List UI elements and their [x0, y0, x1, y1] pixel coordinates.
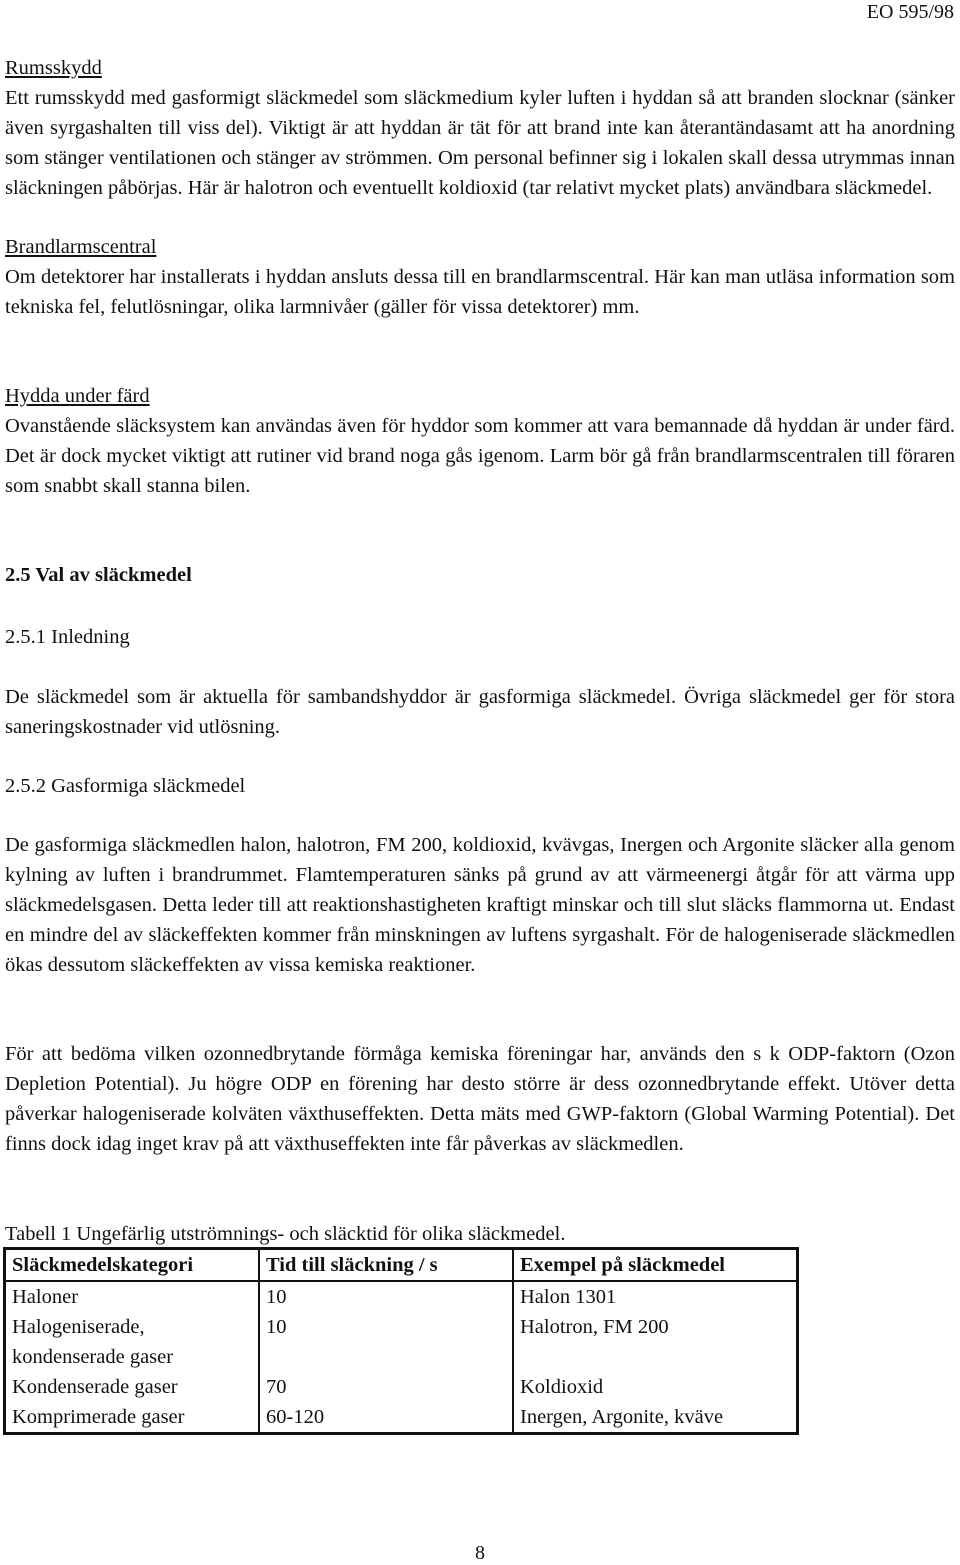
paragraph-gasformiga-2: För att bedöma vilken ozonnedbrytande förmåga kemiska föreningar har, används den s k ODP-faktorn (Ozon Depletion Potential). Ju högre ODP en förening har desto större är dess ozonnedbrytande effekt. Utöver detta påverkar halogeniserade kolväten växthuseffekten. Detta mäts med GWP-faktorn (Global Warming Potential). Det finns dock idag inget krav på att växthuseffekten inte får påverkas av släckmedlen.: [5, 1043, 955, 1155]
extinguishing-table: [3, 1247, 799, 1435]
paragraph-brandlarmscentral: Om detektorer har installerats i hyddan ansluts dessa till en brandlarmscentral. Här kan man utläsa information som tekniska fel, felutlösningar, olika larmnivåer (gäller för vissa detektorer) mm.: [5, 266, 955, 318]
table-cell-examples: Halotron, FM 200: [513, 1312, 798, 1372]
paragraph-rumsskydd: Ett rumsskydd med gasformigt släckmedel som släckmedium kyler luften i hyddan så att branden slocknar (sänker även syrgashalten till viss del). Viktigt är att hyddan är tät för att brand inte kan återantändasamt att ha anordning som stänger ventilationen och stänger av strömmen. Om personal befinner sig i lokalen skall dessa utrymmas innan släckningen påbörjas. Här är halotron och eventuellt koldioxid (tar relativt mycket plats) användbara släckmedel.: [5, 87, 955, 199]
table-row: [5, 1372, 798, 1402]
table-caption: Tabell 1 Ungefärlig utströmnings- och släcktid för olika släckmedel.: [5, 1223, 566, 1245]
table-cell-category: Halogeniserade, kondenserade gaser: [5, 1312, 260, 1372]
table-cell-time: 10: [259, 1281, 513, 1312]
page-number: 8: [475, 1542, 485, 1564]
table-cell-time: 70: [259, 1372, 513, 1402]
table-cell-time: 10: [259, 1312, 513, 1372]
section-rumsskydd: [5, 53, 955, 203]
table-header-examples: Exempel på släckmedel: [513, 1249, 798, 1282]
table-row: [5, 1312, 798, 1372]
table-cell-category: Haloner: [5, 1281, 260, 1312]
table-cell-examples: Inergen, Argonite, kväve: [513, 1402, 798, 1434]
paragraph-hydda-under-fard: Ovanstående släcksystem kan användas även för hyddor som kommer att vara bemannade då hyddan är under färd. Det är dock mycket viktigt att rutiner vid brand noga gås igenom. Larm bör gå från brandlarmscentralen till föraren som snabbt skall stanna bilen.: [5, 415, 955, 497]
table-cell-time: 60-120: [259, 1402, 513, 1434]
table-row: [5, 1402, 798, 1434]
table-row: [5, 1281, 798, 1312]
table-header-category: Släckmedelskategori: [5, 1249, 260, 1282]
table-cell-examples: Koldioxid: [513, 1372, 798, 1402]
table-header-time: Tid till släckning / s: [259, 1249, 513, 1282]
heading-inledning: 2.5.1 Inledning: [5, 626, 130, 648]
paragraph-gasformiga-1: De gasformiga släckmedlen halon, halotron, FM 200, koldioxid, kvävgas, Inergen och Argonite släcker alla genom kylning av luften i brandrummet. Flamtemperaturen sänks på grund av att värmeenergi åtgår för att värma upp släckmedelsgasen. Detta leder till att reaktionshastigheten kraftigt minskar och till slut släcks flammorna ut. Endast en mindre del av släckeffekten kommer från minskningen av luftens syrgashalt. För de halogeniserade släckmedlen ökas dessutom släckeffekten av vissa kemiska reaktioner.: [5, 834, 955, 976]
table-cell-category: Komprimerade gaser: [5, 1402, 260, 1434]
section-gasformiga-1: [5, 830, 955, 980]
heading-brandlarmscentral: Brandlarmscentral: [5, 236, 157, 258]
table-header-row: [5, 1249, 798, 1282]
heading-gasformiga-slackmedel: 2.5.2 Gasformiga släckmedel: [5, 775, 246, 797]
document-reference: EO 595/98: [866, 1, 954, 23]
table-cell-examples: Halon 1301: [513, 1281, 798, 1312]
section-hydda-under-fard: [5, 381, 955, 501]
section-gasformiga-2: [5, 1039, 955, 1159]
heading-val-av-slackmedel: 2.5 Val av släckmedel: [5, 564, 192, 586]
heading-hydda-under-fard: Hydda under färd: [5, 385, 150, 407]
section-inledning: [5, 682, 955, 742]
section-brandlarmscentral: [5, 232, 955, 322]
table-cell-category: Kondenserade gaser: [5, 1372, 260, 1402]
paragraph-inledning: De släckmedel som är aktuella för sambandshyddor är gasformiga släckmedel. Övriga släckmedel ger för stora saneringskostnader vid utlösning.: [5, 686, 955, 738]
heading-rumsskydd: Rumsskydd: [5, 57, 102, 79]
